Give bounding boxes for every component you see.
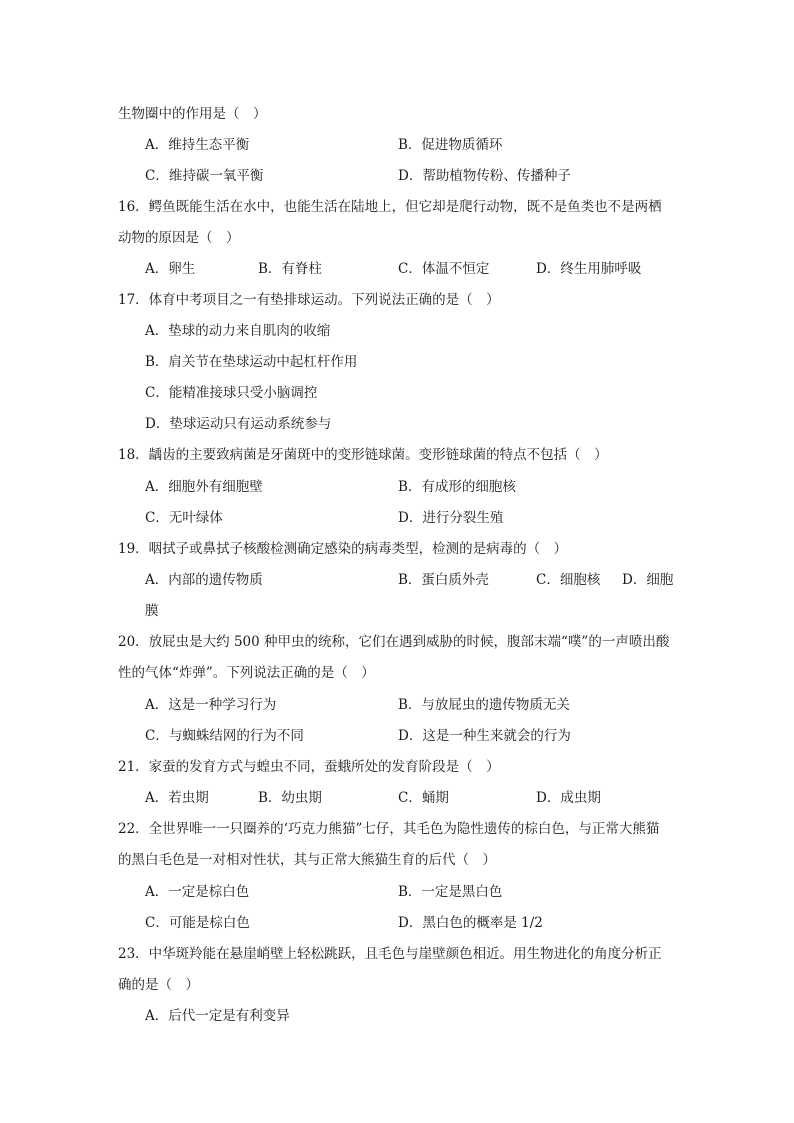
q19-stem: 19．咽拭子或鼻拭子核酸检测确定感染的病毒类型，检测的是病毒的（ ） [118,541,568,557]
q17-option-a: A．垫球的动力来自肌肉的收缩 [145,323,331,339]
q21-option-c: C．蛹期 [398,790,449,806]
q20-option-c: C．与蜘蛛结网的行为不同 [145,728,304,744]
q23-option-a: A．后代一定是有利变异 [145,1008,290,1024]
q19-option-b: B．蛋白质外壳 [398,572,489,588]
q19-option-a: A．内部的遗传物质 [145,572,263,588]
q22-stem-line2: 的黑白毛色是一对相对性状，其与正常大熊猫生育的后代（ ） [118,852,496,868]
q21-stem: 21．家蚕的发育方式与蝗虫不同，蚕蛾所处的发育阶段是（ ） [118,759,500,775]
q17-option-d: D．垫球运动只有运动系统参与 [145,416,332,432]
q15-stem-tail: 生物圈中的作用是（ ） [118,106,267,122]
q18-option-a: A．细胞外有细胞壁 [145,479,263,495]
q15-option-d: D．帮助植物传粉、传播种子 [398,168,571,184]
q22-option-d: D．黑白色的概率是 1/2 [398,915,543,931]
q18-option-d: D．进行分裂生殖 [398,510,504,526]
q19-option-d: D．细胞 [622,572,674,588]
q17-option-b: B．肩关节在垫球运动中起杠杆作用 [145,354,358,370]
q18-option-b: B．有成形的细胞核 [398,479,516,495]
q16-option-a: A．卵生 [145,261,196,277]
q16-stem-line1: 16．鳄鱼既能生活在水中，也能生活在陆地上，但它却是爬行动物，既不是鱼类也不是两栖 [118,199,662,215]
q22-option-b: B．一定是黑白色 [398,884,503,900]
q15-option-c: C．维持碳一氧平衡 [145,168,264,184]
q20-option-a: A．这是一种学习行为 [145,697,277,713]
q20-stem-line2: 性的气体“炸弹”。下列说法正确的是（ ） [118,665,375,681]
q19-option-d-tail: 膜 [145,603,159,619]
q17-option-c: C．能精准接球只受小脑调控 [145,385,318,401]
q20-option-b: B．与放屁虫的遗传物质无关 [398,697,570,713]
q22-stem-line1: 22．全世界唯一一只圈养的‘巧克力熊猫”七仔，其毛色为隐性遗传的棕白色，与正常大熊猫 [118,821,660,837]
q20-stem-line1: 20．放屁虫是大约 500 种甲虫的统称，它们在遇到威胁的时候，腹部末端“噗”的一声喷出酸 [118,634,670,650]
q20-option-d: D．这是一种生来就会的行为 [398,728,571,744]
q21-option-b: B．幼虫期 [258,790,322,806]
q21-option-a: A．若虫期 [145,790,209,806]
q16-option-d: D．终生用肺呼吸 [536,261,642,277]
q22-option-a: A．一定是棕白色 [145,884,250,900]
q15-option-a: A．维持生态平衡 [145,137,250,153]
q19-option-c: C．细胞核 [536,572,601,588]
q16-option-b: B．有脊柱 [258,261,322,277]
q21-option-d: D．成虫期 [536,790,601,806]
q18-option-c: C．无叶绿体 [145,510,223,526]
q16-stem-line2: 动物的原因是（ ） [118,230,240,246]
q16-option-c: C．体温不恒定 [398,261,490,277]
q22-option-c: C．可能是棕白色 [145,915,250,931]
q18-stem: 18．龋齿的主要致病菌是牙菌斑中的变形链球菌。变形链球菌的特点不包括（ ） [118,447,608,463]
q23-stem-line1: 23．中华斑羚能在悬崖峭壁上轻松跳跃，且毛色与崖壁颜色相近。用生物进化的角度分析正 [118,946,662,962]
q15-option-b: B．促进物质循环 [398,137,503,153]
q23-stem-line2: 确的是（ ） [118,977,199,993]
q17-stem: 17．体育中考项目之一有垫排球运动。下列说法正确的是（ ） [118,292,500,308]
